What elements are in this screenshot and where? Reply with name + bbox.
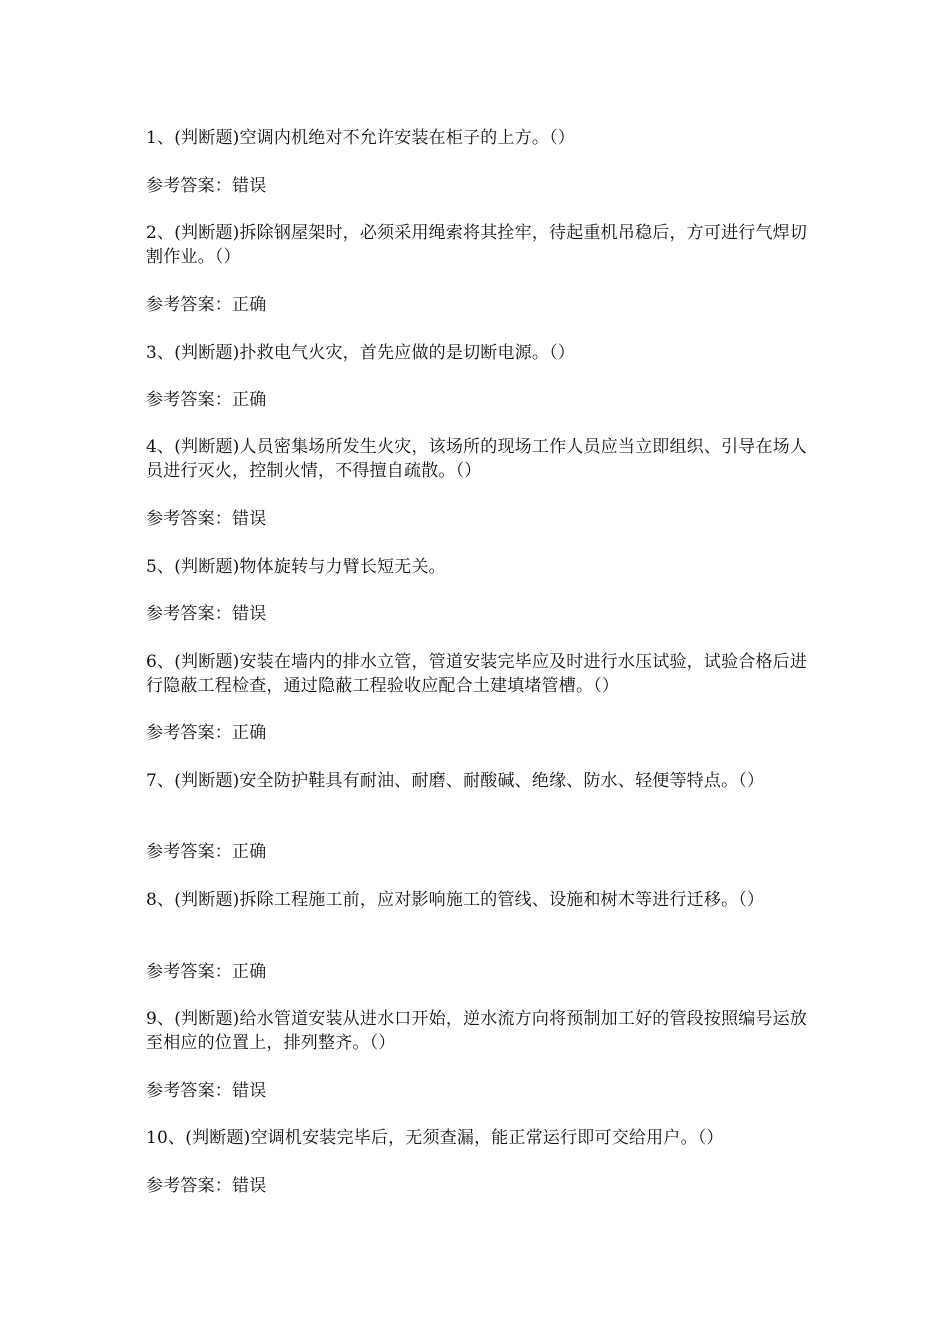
answer-5: 参考答案：错误	[146, 604, 267, 624]
question-8: 8、(判断题)拆除工程施工前，应对影响施工的管线、设施和树木等进行迁移。（）	[146, 890, 765, 910]
answer-3: 参考答案：正确	[146, 390, 267, 410]
question-5: 5、(判断题)物体旋转与力臂长短无关。	[146, 557, 446, 577]
question-10: 10、(判断题)空调机安装完毕后，无须查漏，能正常运行即可交给用户。（）	[146, 1128, 724, 1148]
question-3: 3、(判断题)扑救电气火灾，首先应做的是切断电源。（）	[146, 343, 575, 363]
answer-1: 参考答案：错误	[146, 176, 267, 196]
answer-7: 参考答案：正确	[146, 842, 267, 862]
question-1: 1、(判断题)空调内机绝对不允许安装在柜子的上方。（）	[146, 128, 575, 148]
answer-2: 参考答案：正确	[146, 295, 267, 315]
question-7: 7、(判断题)安全防护鞋具有耐油、耐磨、耐酸碱、绝缘、防水、轻便等特点。（）	[146, 771, 765, 791]
question-9: 9、(判断题)给水管道安装从进水口开始，逆水流方向将预制加工好的管段按照编号运放至相应的位置上，排列整齐。（）	[146, 1009, 808, 1053]
answer-9: 参考答案：错误	[146, 1081, 267, 1101]
question-2: 2、(判断题)拆除钢屋架时，必须采用绳索将其拴牢，待起重机吊稳后，方可进行气焊切割作业。（）	[146, 223, 808, 267]
answer-10: 参考答案：错误	[146, 1176, 267, 1196]
answer-4: 参考答案：错误	[146, 509, 267, 529]
answer-6: 参考答案：正确	[146, 723, 267, 743]
question-6: 6、(判断题)安装在墙内的排水立管，管道安装完毕应及时进行水压试验，试验合格后进行隐蔽工程检查，通过隐蔽工程验收应配合土建填堵管槽。（）	[146, 652, 808, 696]
answer-8: 参考答案：正确	[146, 962, 267, 982]
question-4: 4、(判断题)人员密集场所发生火灾，该场所的现场工作人员应当立即组织、引导在场人员进行灭火，控制火情，不得擅自疏散。（）	[146, 437, 808, 481]
